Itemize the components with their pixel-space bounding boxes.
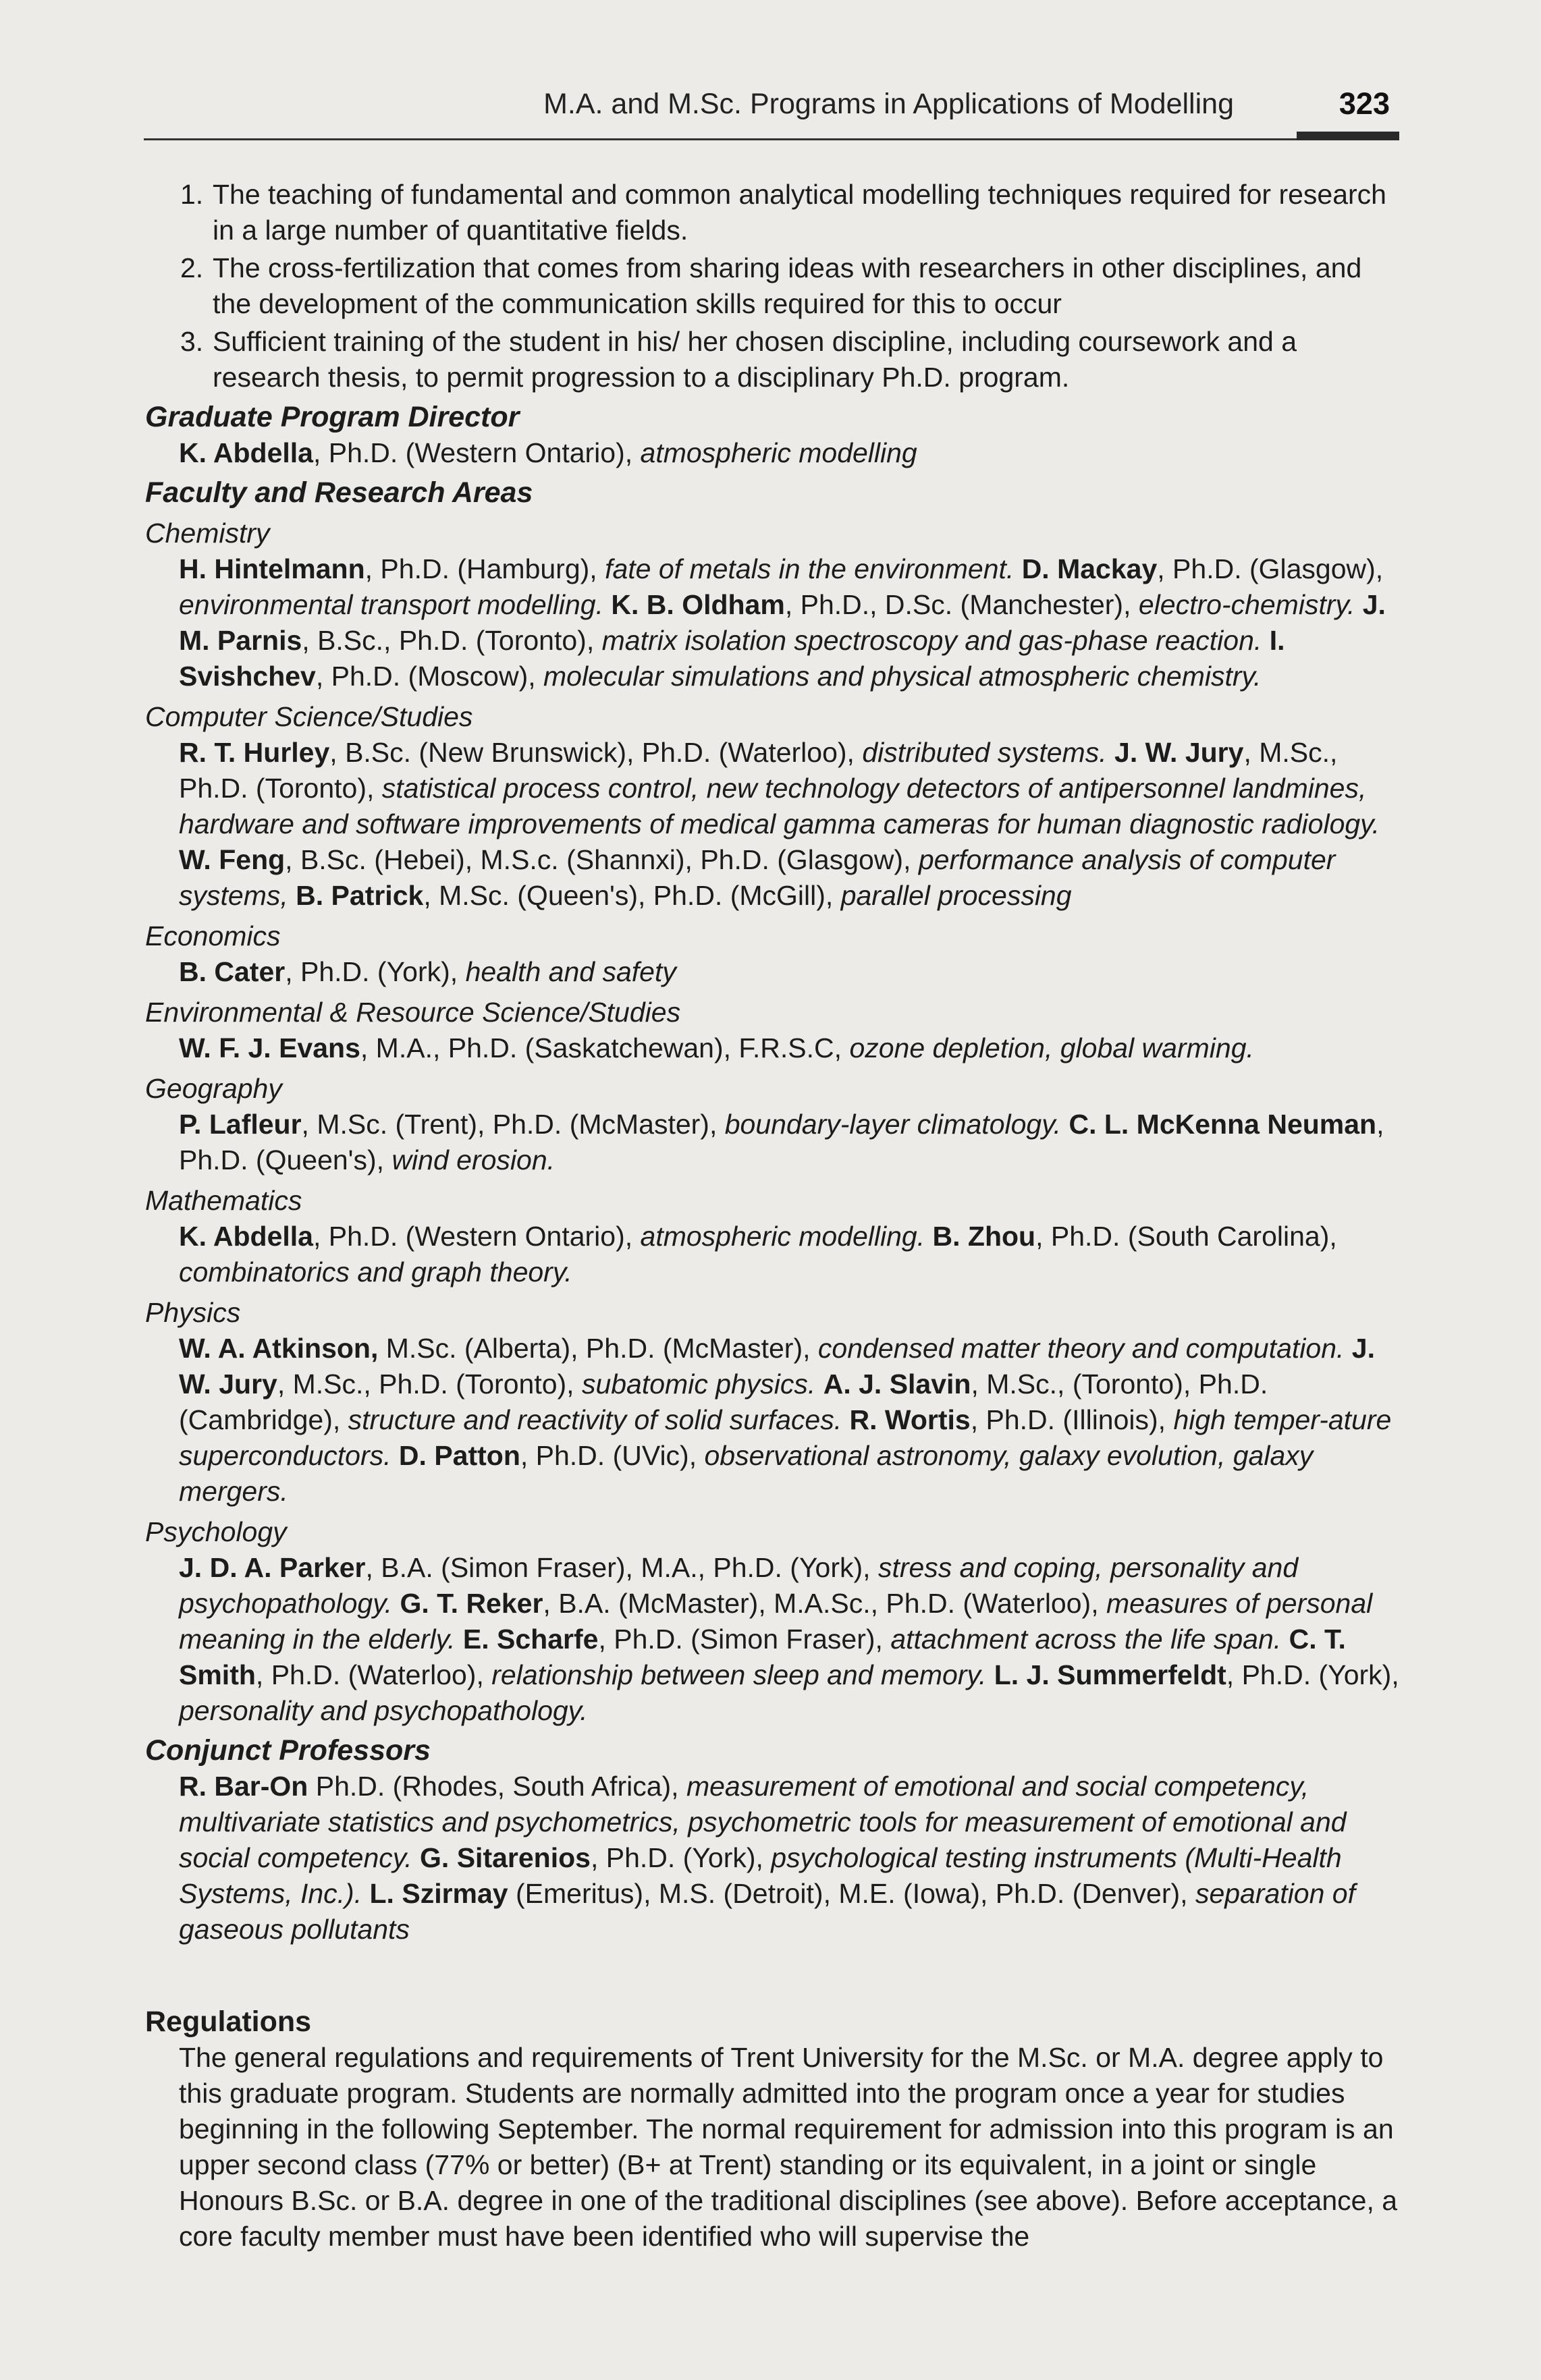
research-field: electro-chemistry. — [1138, 589, 1355, 620]
area-entries — [145, 954, 1407, 990]
person-credentials: , M.Sc., (Toronto), Ph.D. (Cambridge), — [179, 1368, 1268, 1435]
area-title: Geography — [145, 1073, 282, 1104]
area-title: Mathematics — [145, 1185, 302, 1216]
person-credentials: , Ph.D. (Western Ontario), — [313, 437, 641, 468]
research-field: parallel processing — [840, 880, 1072, 911]
person-credentials: , Ph.D. (York), — [590, 1842, 772, 1873]
director-heading: Graduate Program Director — [145, 401, 520, 433]
running-title: M.A. and M.Sc. Programs in Applications of Modelling — [543, 88, 1234, 120]
regulations-heading: Regulations — [145, 2005, 312, 2038]
area-title: Computer Science/Studies — [145, 701, 473, 732]
person-credentials: , B.A. (McMaster), M.A.Sc., Ph.D. (Waterloo), — [543, 1588, 1106, 1619]
aim-item — [145, 250, 1407, 322]
person-name: R. Wortis — [849, 1404, 971, 1435]
aim-text: The cross-fertilization that comes from sharing ideas with researchers in other disciplines, and the development of the communication skills required for this to occur — [213, 252, 1362, 319]
research-field: condensed matter theory and computation. — [817, 1333, 1345, 1364]
person-credentials: , M.Sc., Ph.D. (Toronto), — [179, 737, 1338, 804]
research-field: atmospheric modelling — [640, 437, 917, 468]
research-field: environmental transport modelling. — [179, 589, 603, 620]
research-field: structure and reactivity of solid surfaces. — [348, 1404, 842, 1435]
area-entries — [145, 1550, 1407, 1729]
person-name: C. L. McKenna Neuman — [1069, 1109, 1377, 1140]
research-field: psychological testing instruments (Multi-Health Systems, Inc.). — [179, 1842, 1342, 1909]
faculty-areas — [145, 516, 1407, 1729]
person-credentials: , M.Sc., Ph.D. (Toronto), — [277, 1368, 582, 1400]
person-name: W. Feng — [179, 844, 286, 875]
person-name: E. Scharfe — [462, 1624, 599, 1655]
person-credentials: , Ph.D. (Waterloo), — [255, 1659, 492, 1690]
person-name: B. Cater — [179, 956, 286, 987]
main-text — [145, 177, 1407, 2254]
aim-item — [145, 324, 1407, 395]
person-name: R. Bar-On — [179, 1771, 308, 1802]
person-name: W. A. Atkinson, — [179, 1333, 379, 1364]
area-entries — [145, 1219, 1407, 1290]
research-field: observational astronomy, galaxy evolution, galaxy mergers. — [179, 1440, 1314, 1507]
aim-number: 1. — [180, 179, 204, 210]
research-field: subatomic physics. — [581, 1368, 816, 1400]
area-title: Psychology — [145, 1516, 287, 1547]
research-field: atmospheric modelling. — [640, 1221, 925, 1252]
aims-list — [145, 177, 1407, 395]
conjunct-heading: Conjunct Professors — [145, 1734, 431, 1767]
person-name: W. F. J. Evans — [179, 1032, 360, 1063]
person-credentials: , M.A., Ph.D. (Saskatchewan), F.R.S.C, — [360, 1032, 850, 1063]
person-name: D. Mackay — [1021, 553, 1158, 584]
research-field: measurement of emotional and social competency, multivariate statistics and psychometrics, psychometric tools for measurement of emotional and social competency. — [179, 1771, 1347, 1873]
person-credentials: Ph.D. (Rhodes, South Africa), — [308, 1771, 686, 1802]
research-field: attachment across the life span. — [890, 1624, 1282, 1655]
person-name: L. J. Summerfeldt — [994, 1659, 1226, 1690]
running-header — [144, 80, 1399, 140]
research-field: high temper-ature superconductors. — [179, 1404, 1392, 1471]
person-name: R. T. Hurley — [179, 737, 330, 768]
person-credentials: , B.Sc. (New Brunswick), Ph.D. (Waterloo), — [329, 737, 863, 768]
person-credentials: , B.A. (Simon Fraser), M.A., Ph.D. (York), — [365, 1552, 878, 1583]
area-entries — [145, 735, 1407, 914]
research-field: personality and psychopathology. — [179, 1695, 588, 1726]
person-credentials: , Ph.D. (South Carolina), — [1035, 1221, 1337, 1252]
research-field: distributed systems. — [862, 737, 1107, 768]
person-name: K. Abdella — [179, 1221, 313, 1252]
person-name: J. M. Parnis — [179, 589, 1386, 656]
person-name: J. W. Jury — [1114, 737, 1244, 768]
area-entries — [145, 551, 1407, 694]
person-name: I. Svishchev — [179, 625, 1285, 692]
area-title: Chemistry — [145, 518, 270, 549]
person-credentials: , Ph.D. (Western Ontario), — [313, 1221, 641, 1252]
person-credentials: , Ph.D. (York), — [1226, 1659, 1399, 1690]
research-field: matrix isolation spectroscopy and gas-phase reaction. — [601, 625, 1262, 656]
person-credentials: , Ph.D. (York), — [285, 956, 466, 987]
person-credentials: , Ph.D. (Hamburg), — [364, 553, 605, 584]
research-field: combinatorics and graph theory. — [179, 1256, 572, 1288]
person-credentials: , Ph.D. (Moscow), — [315, 661, 544, 692]
research-field: ozone depletion, global warming. — [849, 1032, 1254, 1063]
person-name: K. B. Oldham — [611, 589, 785, 620]
research-field: stress and coping, personality and psychopathology. — [179, 1552, 1299, 1619]
regulations-text: The general regulations and requirements of Trent University for the M.Sc. or M.A. degree apply to this graduate program. Students are normally admitted into the program once a year for studies beginning in the following September. The normal requirement for admission into this program is an upper second class (77% or better) (B+ at Trent) standing or its equivalent, in a joint or single Honours B.Sc. or B.A. degree in one of the traditional disciplines (see above). Before acceptance, a core faculty member must have been identified who will supervise the — [179, 2042, 1398, 2252]
person-name: K. Abdella — [179, 437, 313, 468]
person-credentials: , Ph.D. (UVic), — [520, 1440, 705, 1471]
person-name: H. Hintelmann — [179, 553, 365, 584]
area-title: Environmental & Resource Science/Studies — [145, 997, 681, 1028]
research-field: performance analysis of computer systems, — [179, 844, 1336, 911]
aim-item — [145, 177, 1407, 248]
person-name: L. Szirmay — [369, 1878, 508, 1909]
person-name: P. Lafleur — [179, 1109, 302, 1140]
research-field: relationship between sleep and memory. — [491, 1659, 987, 1690]
person-name: A. J. Slavin — [823, 1368, 971, 1400]
person-credentials: , M.Sc. (Queen's), Ph.D. (McGill), — [423, 880, 841, 911]
person-name: G. T. Reker — [400, 1588, 543, 1619]
person-credentials: , M.Sc. (Trent), Ph.D. (McMaster), — [301, 1109, 725, 1140]
research-field: fate of metals in the environment. — [605, 553, 1015, 584]
conjunct-entries — [145, 1769, 1407, 1947]
aim-text: Sufficient training of the student in his/ her chosen discipline, including coursework and a research thesis, to permit progression to a disciplinary Ph.D. program. — [213, 326, 1297, 393]
research-field: wind erosion. — [391, 1144, 556, 1175]
aim-number: 3. — [180, 326, 204, 357]
person-credentials: , Ph.D. (Glasgow), — [1157, 553, 1384, 584]
person-name: D. Patton — [398, 1440, 520, 1471]
person-credentials: , Ph.D., D.Sc. (Manchester), — [784, 589, 1139, 620]
person-credentials: M.Sc. (Alberta), Ph.D. (McMaster), — [378, 1333, 818, 1364]
person-name: J. W. Jury — [179, 1333, 1375, 1400]
person-name: C. T. Smith — [179, 1624, 1346, 1690]
person-credentials: , Ph.D. (Queen's), — [179, 1109, 1384, 1175]
page-number: 323 — [1339, 86, 1390, 121]
header-rule — [144, 138, 1399, 140]
person-credentials: , Ph.D. (Illinois), — [970, 1404, 1174, 1435]
person-credentials: , Ph.D. (Simon Fraser), — [598, 1624, 891, 1655]
area-title: Economics — [145, 920, 281, 951]
research-field: health and safety — [465, 956, 676, 987]
director-entry — [145, 435, 1407, 471]
area-title: Physics — [145, 1297, 241, 1328]
area-entries — [145, 1030, 1407, 1066]
person-name: G. Sitarenios — [420, 1842, 591, 1873]
research-field: statistical process control, new technology detectors of antipersonnel landmines, hardware and software improvements of medical gamma cameras for human diagnostic radiology. — [179, 773, 1380, 839]
person-credentials: , B.Sc. (Hebei), M.S.c. (Shannxi), Ph.D. (Glasgow), — [285, 844, 919, 875]
person-credentials: , B.Sc., Ph.D. (Toronto), — [302, 625, 602, 656]
person-credentials: (Emeritus), M.S. (Detroit), M.E. (Iowa), Ph.D. (Denver), — [508, 1878, 1195, 1909]
research-field: molecular simulations and physical atmospheric chemistry. — [543, 661, 1262, 692]
research-field: measures of personal meaning in the elderly. — [179, 1588, 1373, 1655]
research-field: boundary-layer climatology. — [724, 1109, 1062, 1140]
research-field: separation of gaseous pollutants — [179, 1878, 1355, 1945]
person-name: J. D. A. Parker — [179, 1552, 366, 1583]
aim-number: 2. — [180, 252, 204, 283]
aim-text: The teaching of fundamental and common analytical modelling techniques required for research in a large number of quantitative fields. — [213, 179, 1386, 246]
header-tab-mark — [1297, 132, 1399, 140]
area-entries — [145, 1331, 1407, 1510]
faculty-heading: Faculty and Research Areas — [145, 476, 533, 509]
person-name: B. Patrick — [296, 880, 424, 911]
area-entries — [145, 1107, 1407, 1178]
person-name: B. Zhou — [932, 1221, 1036, 1252]
